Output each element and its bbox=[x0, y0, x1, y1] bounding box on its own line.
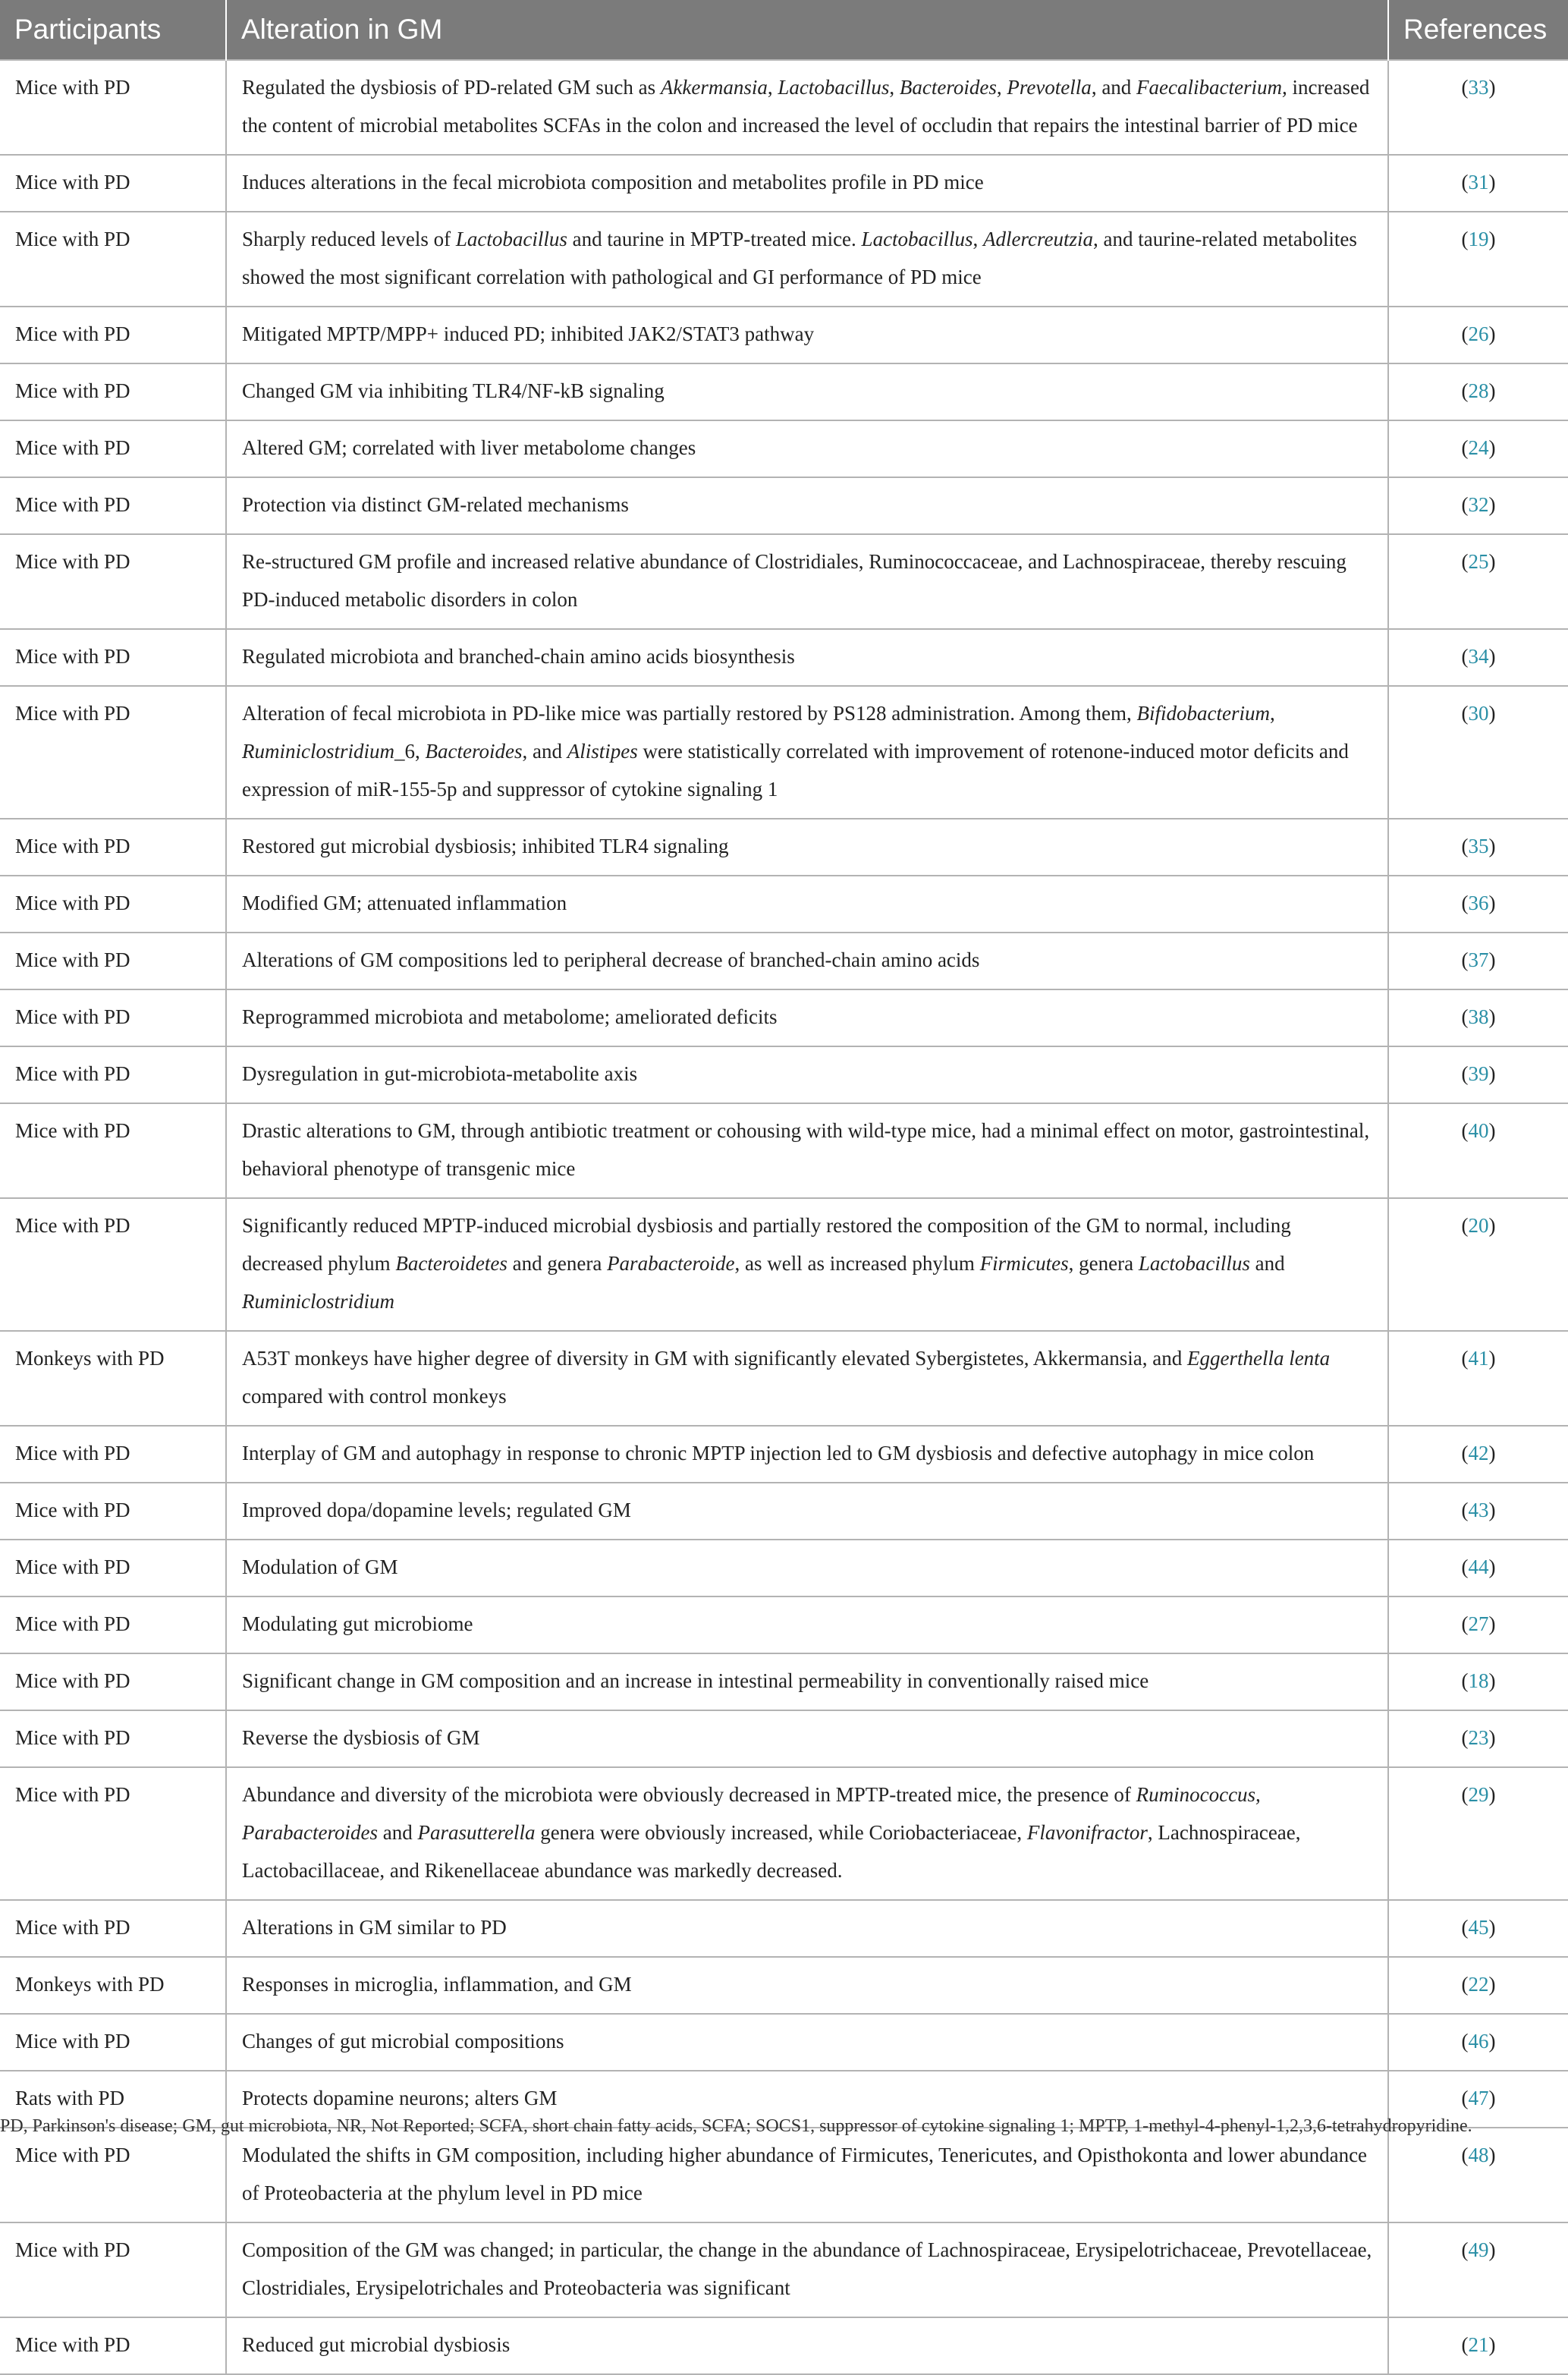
cell-participants: Mice with PD bbox=[0, 819, 226, 876]
cell-alteration: Composition of the GM was changed; in particular, the change in the abundance of Lachnospiraceae, Erysipelotrichaceae, Prevotellaceae, Clostridiales, Erysipelotrichales and Proteobacteria was significant bbox=[226, 2222, 1388, 2317]
cell-participants: Mice with PD bbox=[0, 876, 226, 933]
cell-participants: Mice with PD bbox=[0, 1653, 226, 1710]
cell-participants: Mice with PD bbox=[0, 1596, 226, 1653]
cell-reference[interactable]: (36) bbox=[1388, 876, 1568, 933]
cell-reference[interactable]: (24) bbox=[1388, 420, 1568, 477]
reference-link[interactable]: 35 bbox=[1468, 835, 1489, 857]
cell-alteration: Modulating gut microbiome bbox=[226, 1596, 1388, 1653]
reference-link[interactable]: 37 bbox=[1468, 948, 1489, 971]
table-row bbox=[0, 819, 1568, 876]
table-row bbox=[0, 155, 1568, 212]
table-row bbox=[0, 1103, 1568, 1198]
cell-participants: Mice with PD bbox=[0, 629, 226, 686]
reference-link[interactable]: 40 bbox=[1468, 1119, 1489, 1142]
table-row bbox=[0, 1900, 1568, 1957]
cell-reference[interactable]: (34) bbox=[1388, 629, 1568, 686]
cell-reference[interactable]: (42) bbox=[1388, 1426, 1568, 1483]
cell-participants: Mice with PD bbox=[0, 363, 226, 420]
cell-participants: Mice with PD bbox=[0, 989, 226, 1046]
cell-reference[interactable]: (19) bbox=[1388, 212, 1568, 307]
table-row bbox=[0, 1198, 1568, 1331]
reference-link[interactable]: 48 bbox=[1468, 2144, 1489, 2166]
cell-reference[interactable]: (45) bbox=[1388, 1900, 1568, 1957]
table-row bbox=[0, 534, 1568, 629]
table-row bbox=[0, 2317, 1568, 2374]
table-row bbox=[0, 629, 1568, 686]
table-row bbox=[0, 686, 1568, 819]
cell-reference[interactable]: (46) bbox=[1388, 2014, 1568, 2071]
table-row bbox=[0, 307, 1568, 363]
cell-alteration: Modulation of GM bbox=[226, 1540, 1388, 1596]
cell-alteration: Interplay of GM and autophagy in response to chronic MPTP injection led to GM dysbiosis and defective autophagy in mice colon bbox=[226, 1426, 1388, 1483]
cell-reference[interactable]: (23) bbox=[1388, 1710, 1568, 1767]
cell-participants: Mice with PD bbox=[0, 420, 226, 477]
table-row bbox=[0, 212, 1568, 307]
cell-alteration: Significantly reduced MPTP-induced microbial dysbiosis and partially restored the composition of the GM to normal, including decreased phylum Bacteroidetes and genera Parabacteroide, as well as increased phylum Firmicutes, genera Lactobacillus and Ruminiclostridium bbox=[226, 1198, 1388, 1331]
cell-alteration: Changes of gut microbial compositions bbox=[226, 2014, 1388, 2071]
cell-participants: Mice with PD bbox=[0, 1046, 226, 1103]
cell-reference[interactable]: (48) bbox=[1388, 2128, 1568, 2222]
reference-link[interactable]: 42 bbox=[1468, 1442, 1489, 1464]
cell-alteration: Drastic alterations to GM, through antibiotic treatment or cohousing with wild-type mice, had a minimal effect on motor, gastrointestinal, behavioral phenotype of transgenic mice bbox=[226, 1103, 1388, 1198]
cell-alteration: Dysregulation in gut-microbiota-metabolite axis bbox=[226, 1046, 1388, 1103]
cell-reference[interactable]: (47) bbox=[1388, 2071, 1568, 2128]
cell-alteration: Reduced gut microbial dysbiosis bbox=[226, 2317, 1388, 2374]
cell-alteration: Protects dopamine neurons; alters GM bbox=[226, 2071, 1388, 2128]
cell-alteration: Modified GM; attenuated inflammation bbox=[226, 876, 1388, 933]
cell-participants: Mice with PD bbox=[0, 155, 226, 212]
table-row bbox=[0, 1046, 1568, 1103]
cell-participants: Mice with PD bbox=[0, 2317, 226, 2374]
cell-reference[interactable]: (31) bbox=[1388, 155, 1568, 212]
cell-alteration: Regulated the dysbiosis of PD-related GM such as Akkermansia, Lactobacillus, Bacteroides, Prevotella, and Faecalibacterium, increased the content of microbial metabolites SCFAs in the colon and increased the level of occludin that repairs the intestinal barrier of PD mice bbox=[226, 60, 1388, 155]
cell-alteration: Protection via distinct GM-related mechanisms bbox=[226, 477, 1388, 534]
reference-link[interactable]: 27 bbox=[1468, 1612, 1489, 1635]
reference-link[interactable]: 39 bbox=[1468, 1062, 1489, 1085]
reference-link[interactable]: 32 bbox=[1468, 493, 1489, 516]
cell-reference[interactable]: (49) bbox=[1388, 2222, 1568, 2317]
cell-reference[interactable]: (32) bbox=[1388, 477, 1568, 534]
table-row bbox=[0, 2128, 1568, 2222]
table-row bbox=[0, 1483, 1568, 1540]
table-footnote: PD, Parkinson's disease; GM, gut microbiota, NR, Not Reported; SCFA, short chain fatty acids, SCFA; SOCS1, suppressor of cytokine signaling 1; MPTP, 1-methyl-4-phenyl-1,2,3,6-tetrahydropyridine. bbox=[0, 2116, 1472, 2136]
reference-link[interactable]: 30 bbox=[1468, 702, 1489, 725]
cell-reference[interactable]: (41) bbox=[1388, 1331, 1568, 1426]
table-row bbox=[0, 2014, 1568, 2071]
cell-alteration: Restored gut microbial dysbiosis; inhibited TLR4 signaling bbox=[226, 819, 1388, 876]
cell-alteration: Alteration of fecal microbiota in PD-like mice was partially restored by PS128 administration. Among them, Bifidobacterium, Ruminiclostridium_6, Bacteroides, and Alistipes were statistically correlated with improvement of rotenone-induced motor deficits and expression of miR-155-5p and suppressor of cytokine signaling 1 bbox=[226, 686, 1388, 819]
table-row bbox=[0, 1596, 1568, 1653]
table-row bbox=[0, 2222, 1568, 2317]
table-row bbox=[0, 477, 1568, 534]
reference-link[interactable]: 47 bbox=[1468, 2087, 1489, 2109]
cell-participants: Mice with PD bbox=[0, 2222, 226, 2317]
cell-participants: Mice with PD bbox=[0, 1426, 226, 1483]
cell-reference[interactable]: (43) bbox=[1388, 1483, 1568, 1540]
cell-participants: Mice with PD bbox=[0, 1483, 226, 1540]
table-row bbox=[0, 876, 1568, 933]
table-row bbox=[0, 60, 1568, 155]
reference-link[interactable]: 45 bbox=[1468, 1916, 1489, 1939]
table-row bbox=[0, 933, 1568, 989]
cell-participants: Mice with PD bbox=[0, 60, 226, 155]
cell-reference[interactable]: (25) bbox=[1388, 534, 1568, 629]
cell-participants: Mice with PD bbox=[0, 1198, 226, 1331]
cell-reference[interactable]: (39) bbox=[1388, 1046, 1568, 1103]
reference-link[interactable]: 41 bbox=[1468, 1347, 1489, 1370]
cell-alteration: Alterations of GM compositions led to peripheral decrease of branched-chain amino acids bbox=[226, 933, 1388, 989]
cell-participants: Mice with PD bbox=[0, 212, 226, 307]
cell-alteration: Reverse the dysbiosis of GM bbox=[226, 1710, 1388, 1767]
cell-reference[interactable]: (38) bbox=[1388, 989, 1568, 1046]
cell-participants: Mice with PD bbox=[0, 2128, 226, 2222]
cell-participants: Mice with PD bbox=[0, 1767, 226, 1900]
reference-link[interactable]: 26 bbox=[1468, 322, 1489, 345]
table-body bbox=[0, 60, 1568, 2374]
reference-link[interactable]: 31 bbox=[1468, 171, 1489, 193]
cell-reference[interactable]: (26) bbox=[1388, 307, 1568, 363]
cell-reference[interactable]: (29) bbox=[1388, 1767, 1568, 1900]
header-participants: Participants bbox=[0, 0, 226, 60]
cell-reference[interactable]: (18) bbox=[1388, 1653, 1568, 1710]
cell-participants: Mice with PD bbox=[0, 534, 226, 629]
cell-reference[interactable]: (20) bbox=[1388, 1198, 1568, 1331]
cell-alteration: Mitigated MPTP/MPP+ induced PD; inhibited JAK2/STAT3 pathway bbox=[226, 307, 1388, 363]
reference-link[interactable]: 22 bbox=[1468, 1973, 1489, 1996]
reference-link[interactable]: 49 bbox=[1468, 2238, 1489, 2261]
table-row bbox=[0, 1767, 1568, 1900]
cell-reference[interactable]: (22) bbox=[1388, 1957, 1568, 2014]
cell-alteration: Regulated microbiota and branched-chain amino acids biosynthesis bbox=[226, 629, 1388, 686]
cell-alteration: Changed GM via inhibiting TLR4/NF-kB signaling bbox=[226, 363, 1388, 420]
reference-link[interactable]: 28 bbox=[1468, 379, 1489, 402]
cell-alteration: Significant change in GM composition and an increase in intestinal permeability in conventionally raised mice bbox=[226, 1653, 1388, 1710]
header-alteration: Alteration in GM bbox=[226, 0, 1388, 60]
table-row bbox=[0, 420, 1568, 477]
reference-link[interactable]: 19 bbox=[1468, 228, 1489, 250]
reference-link[interactable]: 33 bbox=[1468, 76, 1489, 99]
reference-link[interactable]: 44 bbox=[1468, 1556, 1489, 1578]
reference-link[interactable]: 43 bbox=[1468, 1499, 1489, 1521]
cell-alteration: Abundance and diversity of the microbiota were obviously decreased in MPTP-treated mice, the presence of Ruminococcus, Parabacteroides and Parasutterella genera were obviously increased, while Coriobacteriaceae, Flavonifractor, Lachnospiraceae, Lactobacillaceae, and Rikenellaceae abundance was markedly decreased. bbox=[226, 1767, 1388, 1900]
cell-alteration: A53T monkeys have higher degree of diversity in GM with significantly elevated Sybergistetes, Akkermansia, and Eggerthella lenta compared with control monkeys bbox=[226, 1331, 1388, 1426]
cell-alteration: Improved dopa/dopamine levels; regulated GM bbox=[226, 1483, 1388, 1540]
table-row bbox=[0, 1331, 1568, 1426]
cell-participants: Mice with PD bbox=[0, 1540, 226, 1596]
table-row bbox=[0, 363, 1568, 420]
cell-participants: Mice with PD bbox=[0, 933, 226, 989]
cell-alteration: Alterations in GM similar to PD bbox=[226, 1900, 1388, 1957]
cell-participants: Mice with PD bbox=[0, 686, 226, 819]
reference-link[interactable]: 34 bbox=[1468, 645, 1489, 668]
reference-link[interactable]: 24 bbox=[1468, 436, 1489, 459]
cell-alteration: Reprogrammed microbiota and metabolome; ameliorated deficits bbox=[226, 989, 1388, 1046]
cell-reference[interactable]: (37) bbox=[1388, 933, 1568, 989]
cell-participants: Mice with PD bbox=[0, 307, 226, 363]
reference-link[interactable]: 29 bbox=[1468, 1783, 1489, 1806]
header-references: References bbox=[1388, 0, 1568, 60]
table-row bbox=[0, 1426, 1568, 1483]
cell-reference[interactable]: (40) bbox=[1388, 1103, 1568, 1198]
reference-link[interactable]: 20 bbox=[1468, 1214, 1489, 1237]
cell-participants: Mice with PD bbox=[0, 1710, 226, 1767]
cell-alteration: Induces alterations in the fecal microbiota composition and metabolites profile in PD mice bbox=[226, 155, 1388, 212]
reference-link[interactable]: 23 bbox=[1468, 1726, 1489, 1749]
reference-link[interactable]: 46 bbox=[1468, 2030, 1489, 2053]
reference-link[interactable]: 38 bbox=[1468, 1005, 1489, 1028]
cell-reference[interactable]: (33) bbox=[1388, 60, 1568, 155]
cell-alteration: Modulated the shifts in GM composition, including higher abundance of Firmicutes, Tenericutes, and Opisthokonta and lower abundance of Proteobacteria at the phylum level in PD mice bbox=[226, 2128, 1388, 2222]
cell-reference[interactable]: (27) bbox=[1388, 1596, 1568, 1653]
table-row bbox=[0, 1540, 1568, 1596]
reference-link[interactable]: 36 bbox=[1468, 892, 1489, 914]
cell-reference[interactable]: (30) bbox=[1388, 686, 1568, 819]
reference-link[interactable]: 25 bbox=[1468, 550, 1489, 573]
cell-reference[interactable]: (44) bbox=[1388, 1540, 1568, 1596]
reference-link[interactable]: 21 bbox=[1468, 2333, 1489, 2356]
reference-link[interactable]: 18 bbox=[1468, 1669, 1489, 1692]
cell-alteration: Sharply reduced levels of Lactobacillus and taurine in MPTP-treated mice. Lactobacillus, Adlercreutzia, and taurine-related metabolites showed the most significant correlation with pathological and GI performance of PD mice bbox=[226, 212, 1388, 307]
cell-participants: Monkeys with PD bbox=[0, 1957, 226, 2014]
cell-reference[interactable]: (28) bbox=[1388, 363, 1568, 420]
cell-participants: Mice with PD bbox=[0, 1900, 226, 1957]
table-row bbox=[0, 1653, 1568, 1710]
table-row bbox=[0, 989, 1568, 1046]
cell-participants: Mice with PD bbox=[0, 477, 226, 534]
cell-reference[interactable]: (35) bbox=[1388, 819, 1568, 876]
cell-participants: Mice with PD bbox=[0, 2014, 226, 2071]
cell-participants: Monkeys with PD bbox=[0, 1331, 226, 1426]
cell-alteration: Re-structured GM profile and increased relative abundance of Clostridiales, Ruminococcaceae, and Lachnospiraceae, thereby rescuing PD-induced metabolic disorders in colon bbox=[226, 534, 1388, 629]
table-row bbox=[0, 1957, 1568, 2014]
cell-participants: Mice with PD bbox=[0, 1103, 226, 1198]
cell-participants: Rats with PD bbox=[0, 2071, 226, 2128]
cell-reference[interactable]: (21) bbox=[1388, 2317, 1568, 2374]
table-header bbox=[0, 0, 1568, 60]
cell-alteration: Altered GM; correlated with liver metabolome changes bbox=[226, 420, 1388, 477]
cell-alteration: Responses in microglia, inflammation, and GM bbox=[226, 1957, 1388, 2014]
table-row bbox=[0, 1710, 1568, 1767]
